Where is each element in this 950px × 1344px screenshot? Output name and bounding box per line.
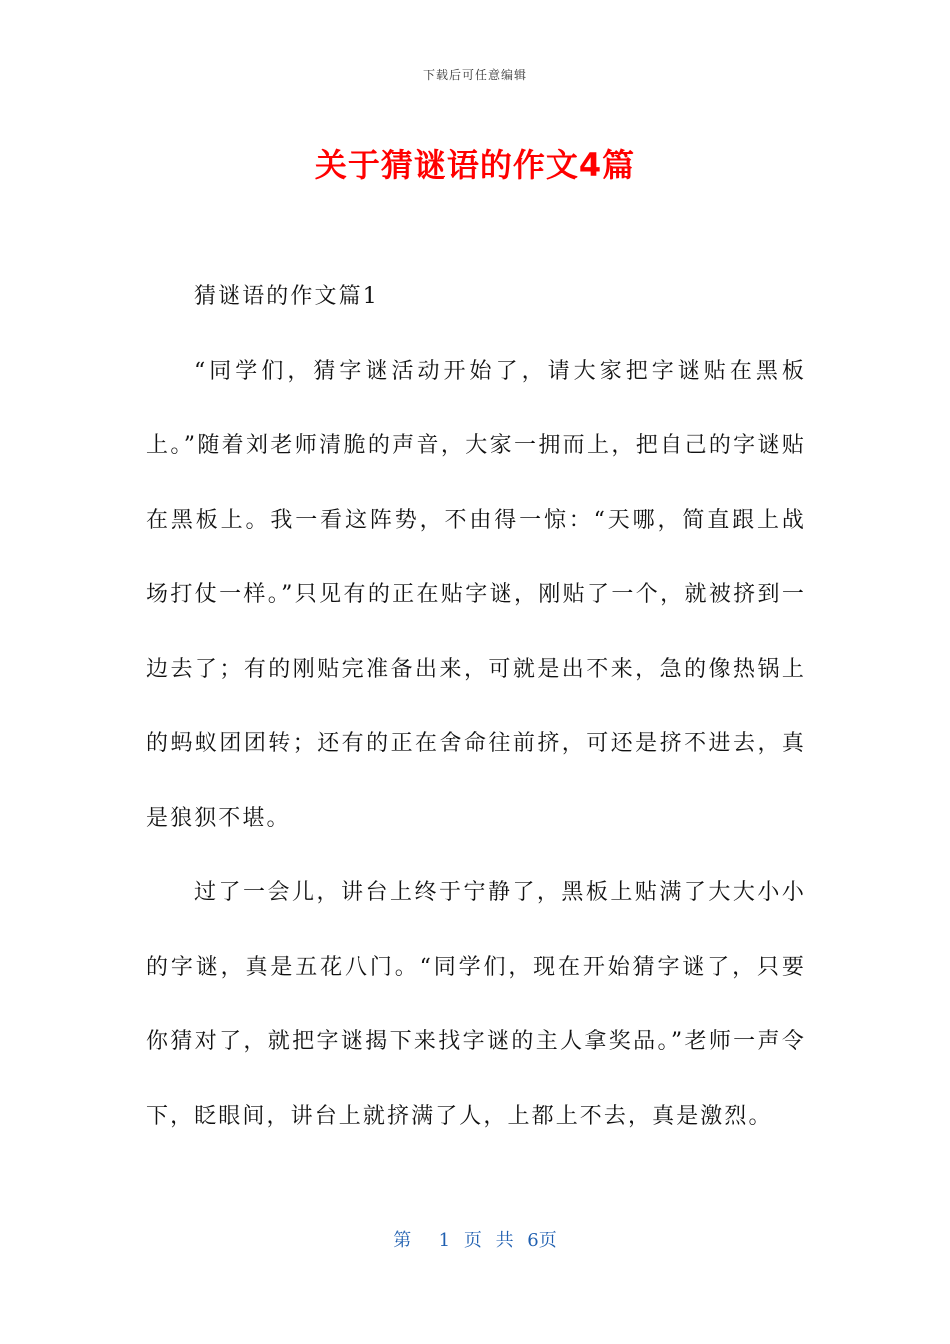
paragraph-2: 过了一会儿，讲台上终于宁静了，黑板上贴满了大大小小的字谜，真是五花八门。“同学们，现在开始猜字谜了，只要你猜对了，就把字谜揭下来找字谜的主人拿奖品。”老师一声令下，眨眼间，讲台上就挤满了人，上都上不去，真是激烈。 [146, 880, 806, 1129]
document-title: 关于猜谜语的作文4篇 [314, 146, 636, 184]
paragraph-1: “同学们，猜字谜活动开始了，请大家把字谜贴在黑板上。”随着刘老师清脆的声音，大家一拥而上，把自己的字谜贴在黑板上。我一看这阵势，不由得一惊：“天哪，简直跟上战场打仗一样。”只见有的正在贴字谜，刚贴了一个，就被挤到一边去了；有的刚贴完准备出来，可就是出不来，急的像热锅上的蚂蚁团团转；还有的正在舍命往前挤，可还是挤不进去，真是狼狈不堪。 [146, 358, 806, 831]
document-body [146, 260, 806, 1154]
page-number: 第 1 页 共 6页 [393, 1230, 557, 1251]
header-note: 下载后可任意编辑 [422, 68, 527, 82]
section-heading: 猜谜语的作文篇1 [194, 284, 379, 309]
page-footer [0, 1226, 950, 1252]
